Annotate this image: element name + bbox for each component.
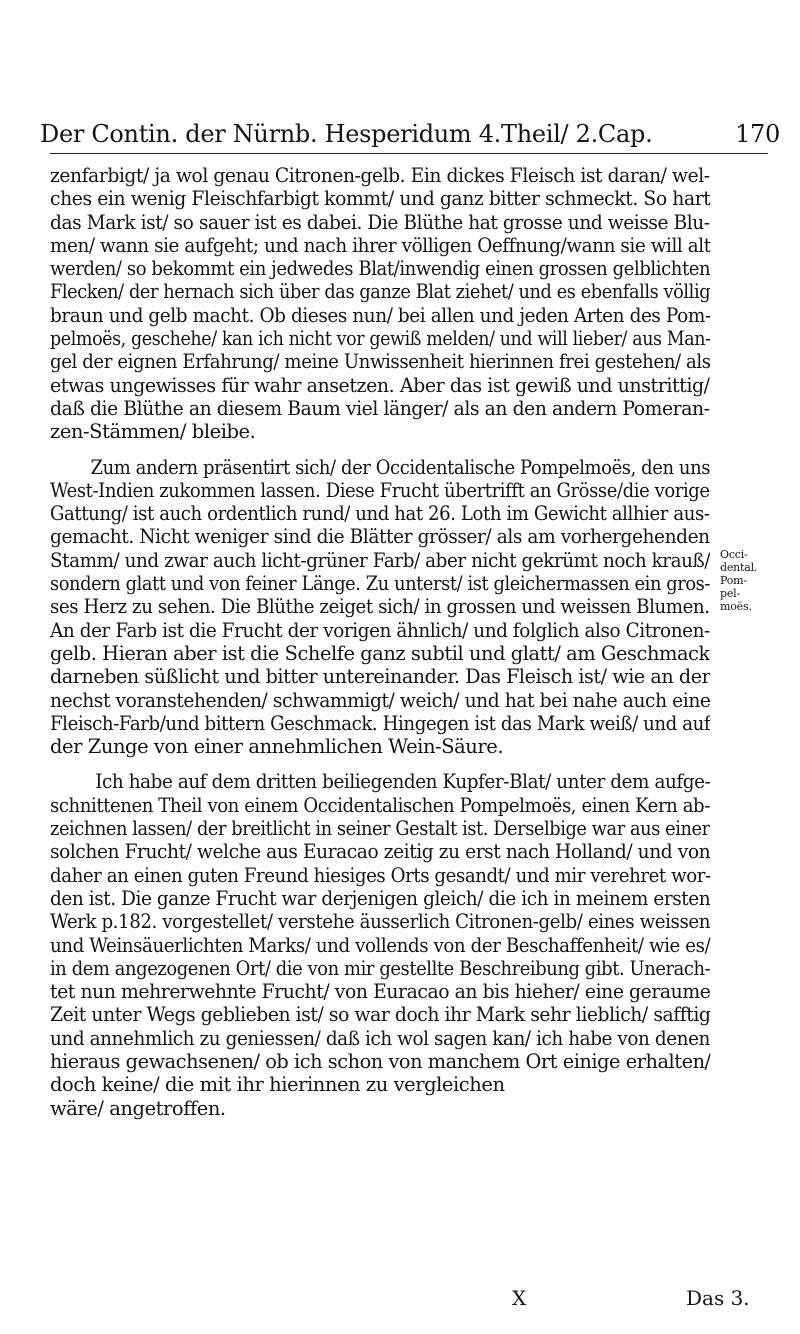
marginal-note-line: dental. xyxy=(720,561,758,574)
text-line: doch keine/ die mit ihr hierinnen zu vergleichen xyxy=(50,1073,505,1097)
text-line: Stamm/ und zwar auch licht-grüner Farb/ aber nicht gekrümt noch krauß/ xyxy=(50,548,710,572)
running-header xyxy=(40,120,780,148)
text-line: und annehmlich zu geniessen/ daß ich wol sagen kan/ ich habe von denen xyxy=(50,1026,710,1050)
page-number: 170 xyxy=(735,120,780,148)
text-line: hieraus gewachsenen/ ob ich schon von manchem Ort einige erhalten/ xyxy=(50,1049,711,1073)
paragraph xyxy=(50,770,710,1119)
header-rule xyxy=(50,153,768,154)
text-line: West-Indien zukommen lassen. Diese Frucht übertrifft an Grösse/die vorige xyxy=(50,478,710,502)
text-line: Zum andern präsentirt sich/ der Occidentalische Pompelmoës, den uns xyxy=(90,455,711,479)
marginal-note-line: Pom- xyxy=(720,574,747,587)
text-line: und Weinsäuerlichten Marks/ und vollends von der Beschaffenheit/ wie es/ xyxy=(50,933,711,957)
text-line: braun und gelb macht. Ob dieses nun/ bei allen und jeden Arten des Pom- xyxy=(50,303,711,327)
catchword: Das 3. xyxy=(686,1286,750,1310)
marginal-note-line: Occi- xyxy=(720,548,748,561)
text-line: tet nun mehrerwehnte Frucht/ von Euracao an bis hieher/ eine geraume xyxy=(50,980,711,1004)
signature-mark: X xyxy=(512,1286,527,1310)
text-line: darneben süßlicht und bitter untereinander. Das Fleisch ist/ wie an der xyxy=(50,665,711,689)
text-line: das Mark ist/ so sauer ist es dabei. Die Blüthe hat grosse und weisse Blu- xyxy=(50,210,710,234)
text-line: schnittenen Theil von einem Occidentalischen Pompelmoës, einen Kern ab- xyxy=(50,793,710,817)
marginal-note-line: moës. xyxy=(720,600,752,613)
text-line: nechst voranstehenden/ schwammigt/ weich/ und hat bei nahe auch eine xyxy=(50,688,711,712)
text-line: Werk p.182. vorgestellet/ verstehe äusserlich Citronen-gelb/ eines weissen xyxy=(50,910,711,934)
text-line: daß die Blüthe an diesem Baum viel länger/ als an den andern Pomeran- xyxy=(50,396,710,420)
paragraph xyxy=(50,456,710,759)
marginal-note-line: pel- xyxy=(720,587,740,600)
text-line: ses Herz zu sehen. Die Blüthe zeiget sich/ in grossen und weissen Blumen. xyxy=(50,595,710,619)
text-line: etwas ungewisses für wahr ansetzen. Aber das ist gewiß und unstrittig/ xyxy=(50,373,710,397)
text-line: pelmoës, geschehe/ kan ich nicht vor gewiß melden/ und will lieber/ aus Man- xyxy=(50,327,711,351)
text-line: Fleisch-Farb/und bittern Geschmack. Hingegen ist das Mark weiß/ und auf xyxy=(50,711,711,735)
text-line: wäre/ angetroffen. xyxy=(50,1096,226,1120)
text-line: den ist. Die ganze Frucht war derjenigen gleich/ die ich in meinem ersten xyxy=(50,886,711,910)
text-line: men/ wann sie aufgeht; und nach ihrer völligen Oeffnung/wann sie will alt xyxy=(50,233,711,257)
text-line: werden/ so bekommt ein jedwedes Blat/inwendig einen grossen gelblichten xyxy=(50,257,710,281)
text-line: Flecken/ der hernach sich über das ganze Blat ziehet/ und es ebenfalls völlig xyxy=(50,280,710,304)
text-line: zeichnen lassen/ der breitlicht in seiner Gestalt ist. Derselbige war aus einer xyxy=(50,817,710,841)
text-line: Zeit unter Wegs geblieben ist/ so war doch ihr Mark sehr lieblich/ safftig xyxy=(50,1003,711,1027)
text-line: gel der eignen Erfahrung/ meine Unwissenheit hierinnen frei gestehen/ als xyxy=(50,350,711,374)
text-line: Gattung/ ist auch ordentlich rund/ und hat 26. Loth im Gewicht allhier aus- xyxy=(50,502,710,526)
text-line: ches ein wenig Fleischfarbigt kommt/ und ganz bitter schmeckt. So hart xyxy=(50,187,711,211)
text-line: in dem angezogenen Ort/ die von mir gestellte Beschreibung gibt. Unerach- xyxy=(50,956,711,980)
text-line: der Zunge von einer annehmlichen Wein-Säure. xyxy=(50,735,504,759)
text-line: An der Farb ist die Frucht der vorigen ähnlich/ und folglich also Citronen- xyxy=(50,618,710,642)
text-line: sondern glatt und von feiner Länge. Zu unterst/ ist gleichermassen ein gros- xyxy=(50,572,710,596)
marginal-note xyxy=(720,548,790,613)
running-title: Der Contin. der Nürnb. Hesperidum 4.Theil/ 2.Cap. xyxy=(40,120,653,148)
text-line: gemacht. Nicht weniger sind die Blätter grösser/ als am vorhergehenden xyxy=(50,525,710,549)
text-line: Ich habe auf dem dritten beiliegenden Kupfer-Blat/ unter dem aufge- xyxy=(95,770,711,794)
text-line: daher an einen guten Freund hiesiges Orts gesandt/ und mir verehret wor- xyxy=(50,863,711,887)
text-line: gelb. Hieran aber ist die Schelfe ganz subtil und glatt/ am Geschmack xyxy=(50,641,710,665)
paragraph xyxy=(50,164,710,444)
body-text xyxy=(50,164,710,1132)
text-line: zenfarbigt/ ja wol genau Citronen-gelb. Ein dickes Fleisch ist daran/ wel- xyxy=(50,164,710,187)
text-line: solchen Frucht/ welche aus Euracao zeitig zu erst nach Holland/ und von xyxy=(50,840,711,864)
text-line: zen-Stämmen/ bleibe. xyxy=(50,420,256,444)
